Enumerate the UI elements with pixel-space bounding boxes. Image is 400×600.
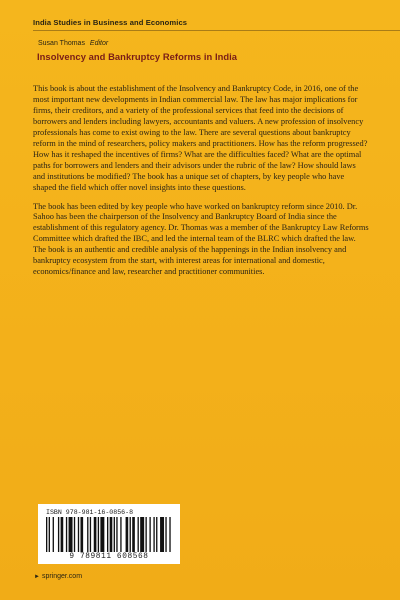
isbn-label: ISBN 978-981-16-0856-8	[46, 509, 134, 516]
barcode-bar	[120, 517, 121, 552]
barcode-bar	[94, 517, 97, 552]
barcode-bar	[66, 517, 67, 552]
editor-line	[38, 40, 108, 47]
book-title: Insolvency and Bankruptcy Reforms in India	[37, 51, 238, 62]
barcode-bar	[46, 517, 47, 552]
barcode-bar	[138, 517, 139, 552]
barcode-bar	[107, 517, 108, 552]
barcode-bar	[74, 517, 75, 552]
barcode-bar	[61, 517, 64, 552]
barcode-bar	[69, 517, 73, 552]
series-title: India Studies in Business and Economics	[33, 18, 188, 27]
publisher-link[interactable]	[34, 573, 82, 580]
barcode-bar	[114, 517, 115, 552]
barcode-bar	[160, 517, 164, 552]
publisher-url: springer.com	[41, 573, 83, 580]
barcode-bar	[116, 517, 117, 552]
barcode-bar	[126, 517, 129, 552]
barcode-bar	[153, 517, 154, 552]
series-divider	[33, 30, 400, 31]
barcode-bar	[165, 517, 166, 552]
book-description	[33, 84, 369, 286]
barcode-bar	[78, 517, 79, 552]
editor-name: Susan Thomas	[38, 40, 85, 47]
barcode-bar	[169, 517, 170, 552]
barcode-bar	[149, 517, 150, 552]
barcode-bar	[110, 517, 113, 552]
barcode-bar	[140, 517, 144, 552]
description-paragraph-2: The book has been edited by key people who have worked on bankruptcy reform since 2010. Dr. Sahoo has been the chairperson of the Insolvency and Bankruptcy Board of India since the establishment of this regulatory agency. Dr. Thomas was a member of the Bankruptcy Law Reforms Committee which drafted the IBC, and led the internal team of the BLRC which drafted the law. The book is an authentic and credible analysis of the happenings in the Indian insolvency and bankruptcy ecosystem from the start, with interest areas for international and domestic, economics/finance and law, researcher and practitioner communities.	[33, 201, 369, 277]
description-paragraph-1: This book is about the establishment of the Insolvency and Bankruptcy Code, in 2016, one of the most important new developments in Indian commercial law. The law has major implications for firms, their creditors, and a variety of the professional services that feed into the decisions of borrowers and lenders including lawyers, accountants and valuers. A new profession of insolvency professionals has come to exist owing to the law. There are several questions about bankruptcy reform in the mind of researchers, policy makers and practitioners. How has the reform progressed? How has it reshaped the incentives of firms? What are the difficulties faced? What are the optimal paths for borrowers and lenders and their advisors under the rubric of the law? How should laws and institutions be modified? The book has a unique set of chapters, by key people who have shaped the field which offer novel insights into these questions.	[33, 84, 368, 192]
barcode-bar	[90, 517, 91, 552]
editor-role: Editor	[89, 40, 109, 47]
barcode-bar	[49, 517, 50, 552]
barcode-bar	[156, 517, 157, 552]
barcode-bar	[132, 517, 135, 552]
barcode-bar	[87, 517, 88, 552]
barcode-bar	[145, 517, 146, 552]
barcode-digits: 9 789811 608568	[69, 553, 149, 561]
barcode-bar	[130, 517, 131, 552]
barcode-image	[46, 517, 172, 552]
barcode-bar	[100, 517, 104, 552]
right-arrow-icon: ►	[34, 574, 40, 580]
barcode-bar	[80, 517, 83, 552]
barcode-bar	[98, 517, 99, 552]
barcode-bar	[58, 517, 59, 552]
barcode-bar	[53, 517, 54, 552]
